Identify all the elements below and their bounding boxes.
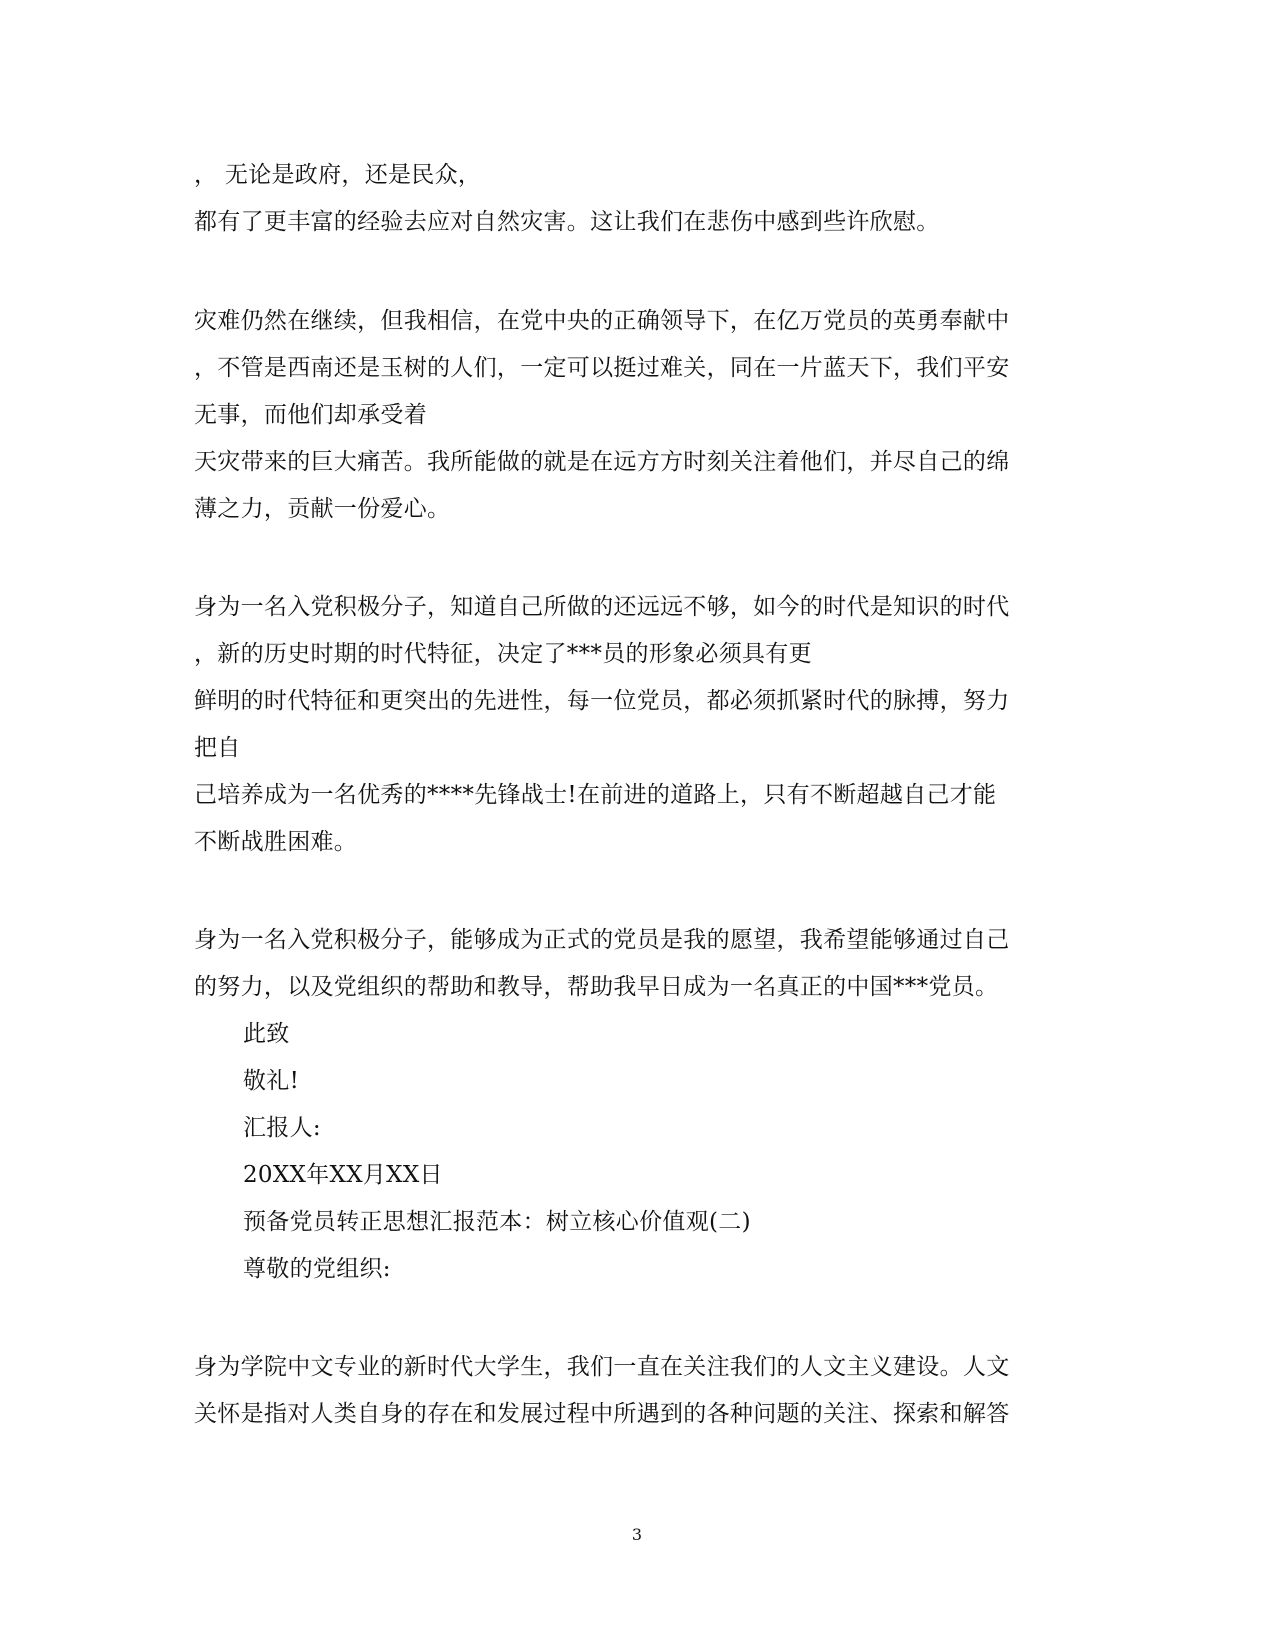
text-line-22: 身为学院中文专业的新时代大学生，我们一直在关注我们的人文主义建设。人文 xyxy=(194,1354,1010,1380)
page-number: 3 xyxy=(631,1525,643,1544)
text-line-14: 身为一名入党积极分子，能够成为正式的党员是我的愿望，我希望能够通过自己 xyxy=(194,927,1010,953)
text-line-10: 鲜明的时代特征和更突出的先进性，每一位党员，都必须抓紧时代的脉搏，努力 xyxy=(194,688,1010,714)
text-line-23: 关怀是指对人类自身的存在和发展过程中所遇到的各种问题的关注、探索和解答 xyxy=(194,1401,1010,1427)
reporter-label: 汇报人: xyxy=(243,1115,321,1141)
closing-salutation: 此致 xyxy=(243,1021,290,1047)
closing-regards: 敬礼! xyxy=(243,1068,300,1094)
text-line-5: 无事，而他们却承受着 xyxy=(194,402,427,428)
text-line-8: 身为一名入党积极分子，知道自己所做的还远远不够，如今的时代是知识的时代 xyxy=(194,594,1010,620)
text-line-7: 薄之力，贡献一份爱心。 xyxy=(194,496,451,522)
text-line-1: ， 无论是政府，还是民众， xyxy=(194,162,482,188)
text-line-2: 都有了更丰富的经验去应对自然灾害。这让我们在悲伤中感到些许欣慰。 xyxy=(194,209,940,235)
report-date: 20XX年XX月XX日 xyxy=(243,1162,443,1188)
text-line-12: 己培养成为一名优秀的****先锋战士!在前进的道路上，只有不断超越自己才能 xyxy=(194,782,997,808)
text-line-3: 灾难仍然在继续，但我相信，在党中央的正确领导下，在亿万党员的英勇奉献中 xyxy=(194,308,1010,334)
section-title: 预备党员转正思想汇报范本：树立核心价值观(二) xyxy=(243,1209,751,1235)
text-line-6: 天灾带来的巨大痛苦。我所能做的就是在远方方时刻关注着他们，并尽自己的绵 xyxy=(194,449,1010,475)
text-line-9: ，新的历史时期的时代特征，决定了***员的形象必须具有更 xyxy=(194,641,812,667)
text-line-11: 把自 xyxy=(194,735,241,761)
addressee: 尊敬的党组织: xyxy=(243,1256,391,1282)
text-line-13: 不断战胜困难。 xyxy=(194,829,358,855)
text-line-4: ，不管是西南还是玉树的人们，一定可以挺过难关，同在一片蓝天下，我们平安 xyxy=(194,355,1010,381)
text-line-15: 的努力，以及党组织的帮助和教导，帮助我早日成为一名真正的中国***党员。 xyxy=(194,974,999,1000)
